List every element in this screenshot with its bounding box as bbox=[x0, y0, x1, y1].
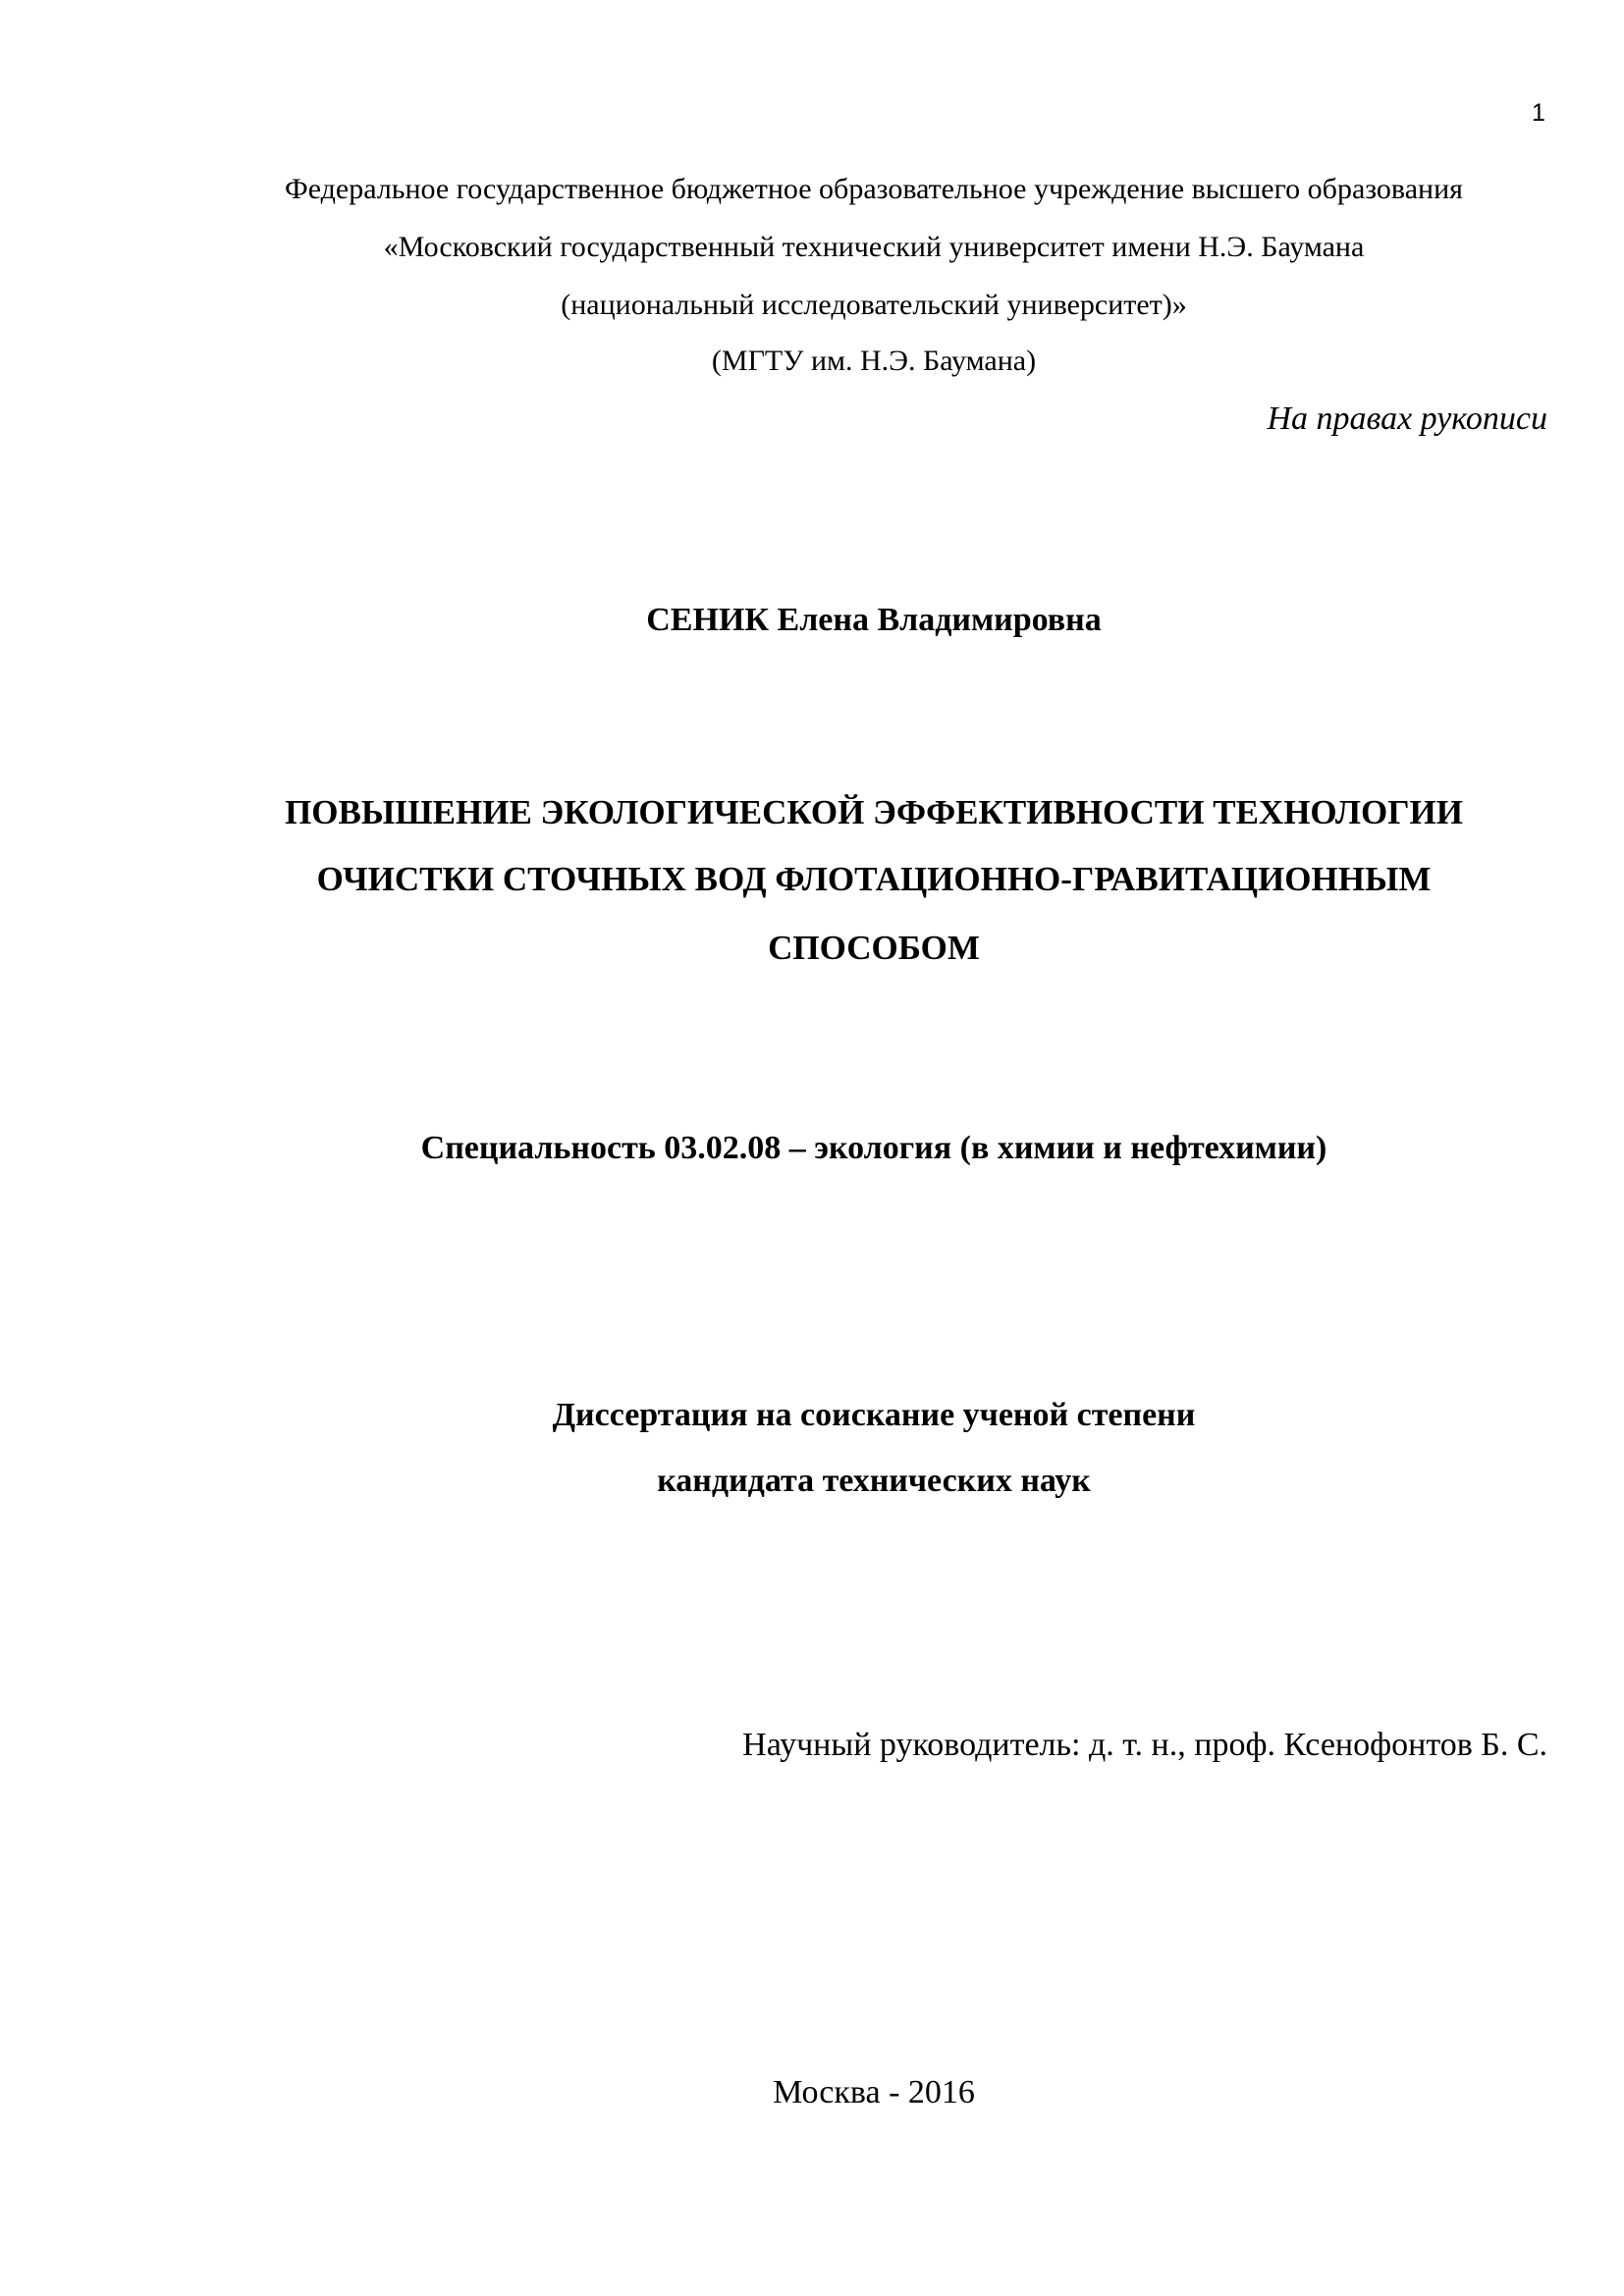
institution-line-4: (МГТУ им. Н.Э. Баумана) bbox=[711, 345, 1037, 377]
author-name: СЕНИК Елена Владимировна bbox=[646, 602, 1102, 638]
degree-line-1: Диссертация на соискание ученой степени bbox=[552, 1397, 1196, 1433]
title-line-1: ПОВЫШЕНИЕ ЭКОЛОГИЧЕСКОЙ ЭФФЕКТИВНОСТИ ТЕХНОЛОГИИ bbox=[285, 793, 1463, 831]
title-line-2: ОЧИСТКИ СТОЧНЫХ ВОД ФЛОТАЦИОННО-ГРАВИТАЦИОННЫМ bbox=[316, 860, 1432, 898]
page-number: 1 bbox=[1532, 99, 1545, 127]
title-line-3: СПОСОБОМ bbox=[768, 929, 980, 967]
institution-line-2: «Московский государственный технический университет имени Н.Э. Баумана bbox=[383, 231, 1365, 263]
city-year: Москва - 2016 bbox=[773, 2074, 975, 2110]
supervisor: Научный руководитель: д. т. н., проф. Ксенофонтов Б. С. bbox=[742, 1727, 1547, 1763]
institution-line-3: (национальный исследовательский университет)» bbox=[561, 289, 1187, 321]
specialty: Специальность 03.02.08 – экология (в химии и нефтехимии) bbox=[420, 1130, 1327, 1166]
degree-line-2: кандидата технических наук bbox=[657, 1463, 1091, 1499]
manuscript-note: На правах рукописи bbox=[1267, 400, 1547, 437]
institution-line-1: Федеральное государственное бюджетное образовательное учреждение высшего образования bbox=[285, 173, 1463, 205]
